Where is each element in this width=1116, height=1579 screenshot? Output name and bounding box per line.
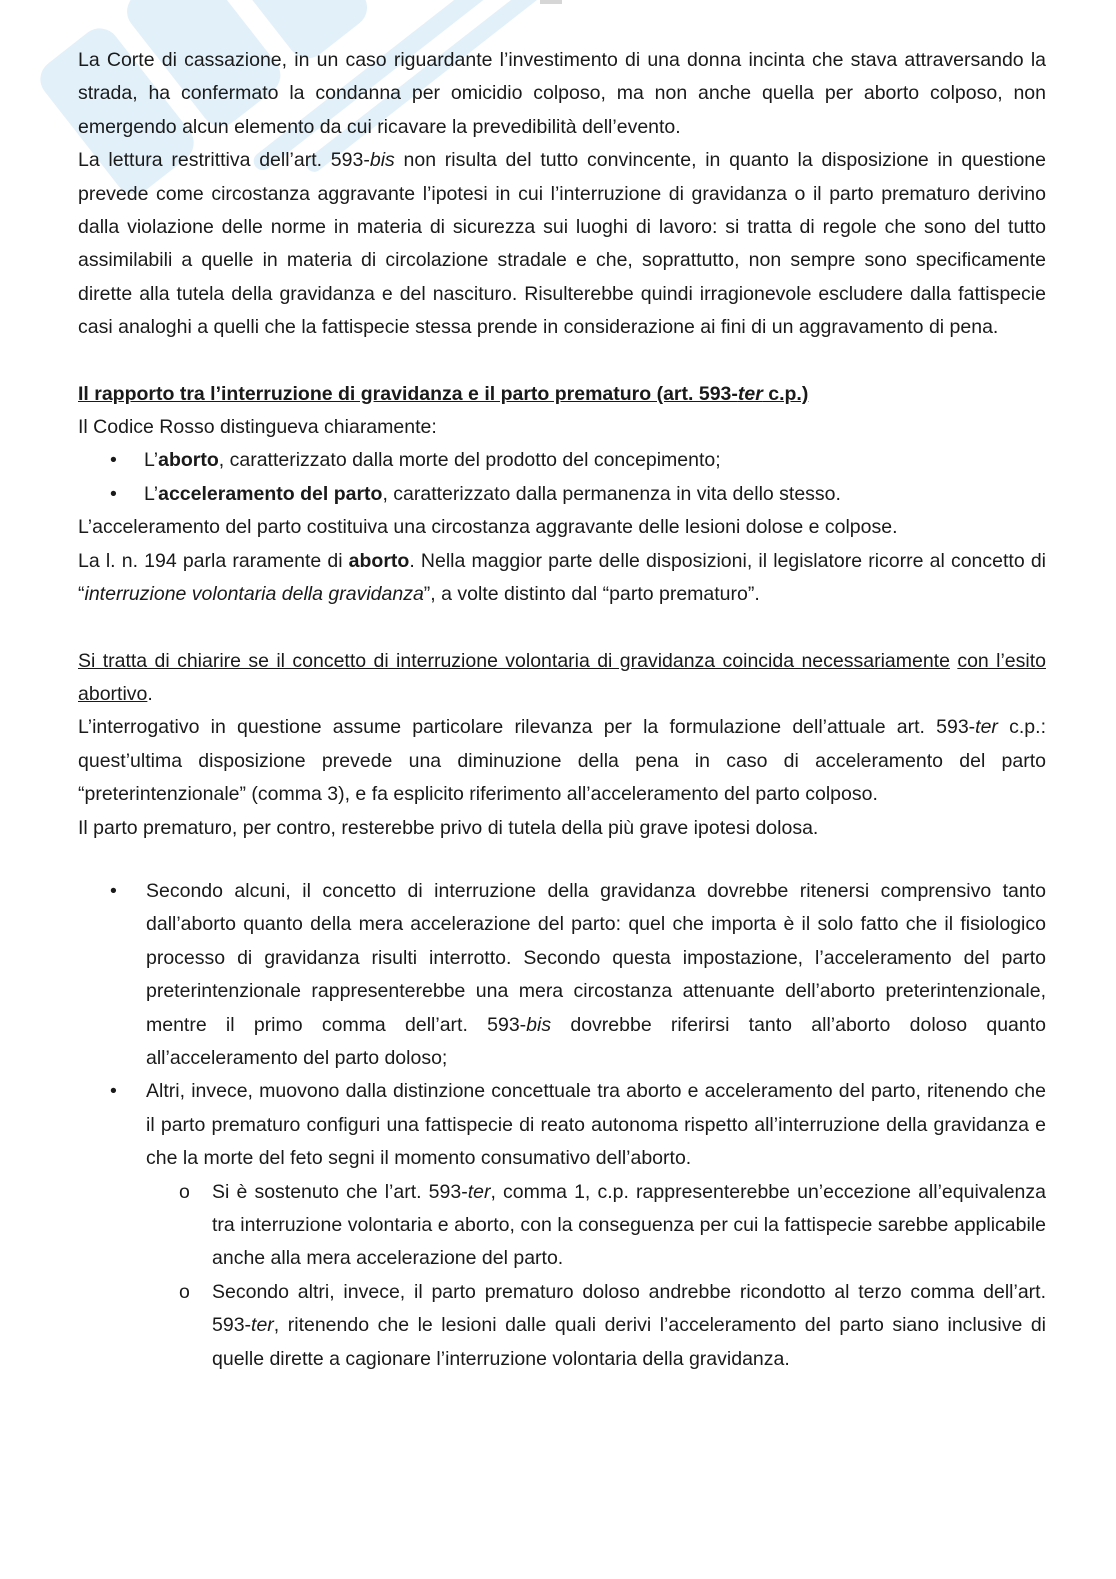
- underlined-run: con l’esito abortivo: [78, 649, 1046, 705]
- bold-term: acceleramento del parto: [158, 482, 383, 505]
- paragraph-interrogativo: [78, 711, 1046, 811]
- spacer: [78, 845, 1046, 875]
- spacer: [78, 612, 1046, 645]
- text-run: L’: [144, 449, 159, 472]
- bold-term: aborto: [348, 549, 410, 572]
- text-run: La l. n. 194 parla raramente di: [78, 549, 349, 572]
- text-run: Secondo alcuni, il concetto di interruzione della gravidanza dovrebbe ritenersi comprensivo tanto dall’aborto quanto della mera accelerazione del parto: quel che importa è il solo fatto che il fisiologico processo di gravidanza risulti interrotto. Secondo questa impostazione, l’acceleramento del parto preterintenzionale rappresenterebbe una mera circostanza attenuante dell’aborto preterintenzionale, mentre il primo comma dell’art. 593-: [146, 879, 1046, 1036]
- text-run: Il parto prematuro, per contro, resterebbe privo di tutela della più grave ipotesi dolosa.: [78, 816, 819, 839]
- bullet-icon: •: [110, 879, 117, 902]
- italic-run: ter: [975, 716, 998, 739]
- paragraph-cassazione: [78, 44, 1046, 144]
- text-run: L’: [144, 482, 159, 505]
- text-run: , ritenendo che le lesioni dalle quali derivi l’acceleramento del parto siano inclusive di quelle dirette a cagionare l’interruzione volontaria della gravidanza.: [212, 1314, 1046, 1370]
- text-run: dovrebbe riferirsi tanto all’aborto doloso quanto all’acceleramento del parto doloso;: [146, 1013, 1046, 1069]
- text-run: , comma 1, c.p. rappresenterebbe un’eccezione all’equivalenza tra interruzione volontaria e aborto, con la conseguenza per cui la fattispecie sarebbe applicabile anche alla mera accelerazione del parto.: [212, 1180, 1047, 1270]
- bullet-icon: •: [110, 482, 117, 505]
- opinion-item-first: [78, 875, 1046, 1075]
- paragraph-parto-prematuro: [78, 812, 1046, 845]
- italic-run: ter: [467, 1180, 491, 1203]
- codice-intro-text: Il Codice Rosso distingueva chiaramente:: [78, 416, 437, 439]
- underlined-run: Si tratta di chiarire se il concetto di interruzione volontaria di gravidanza coincida necessariamente: [78, 649, 950, 672]
- heading-italic: ter: [737, 382, 763, 405]
- bullet-icon: •: [110, 449, 117, 472]
- italic-run: interruzione volontaria della gravidanza: [84, 583, 424, 606]
- spacer: [78, 345, 1046, 378]
- heading-text-end: c.p.): [762, 382, 809, 405]
- text-run: La lettura restrittiva dell’art. 593-: [78, 149, 370, 172]
- list-item-acceleramento: [78, 478, 1046, 511]
- text-run: non risulta del tutto convincente, in quanto la disposizione in questione prevede come circostanza aggravante l’ipotesi in cui l’interruzione di gravidanza o il parto prematuro derivino dalla violazione delle norme in materia di sicurezza sui luoghi di lavoro: si tratta di regole che sono del tutto assimilabili a quelle in materia di circolazione stradale e che, soprattutto, non sempre sono specificamente dirette alla tutela della gravidanza e del nascituro. Risulterebbe quindi irragionevole escludere dalla fattispecie casi analoghi a quelli che la fattispecie stessa prende in considerazione ai fini di un aggravamento di pena.: [78, 149, 1046, 339]
- sub-bullet-icon: o: [179, 1280, 190, 1303]
- bullet-icon: •: [110, 1080, 117, 1103]
- bold-term: aborto: [158, 449, 219, 472]
- text-run: Altri, invece, muovono dalla distinzione concettuale tra aborto e acceleramento del parto, ritenendo che il parto prematuro configuri una fattispecie di reato autonoma rispetto all’interruzione della gravidanza e che la morte del feto segni il momento consumativo dell’aborto.: [146, 1080, 1046, 1170]
- text-run: Si è sostenuto che l’art. 593-: [212, 1180, 468, 1203]
- italic-run: bis: [369, 149, 395, 172]
- italic-run: bis: [526, 1013, 552, 1036]
- list-item-aborto: [78, 444, 1046, 477]
- text-run: , caratterizzato dalla permanenza in vita dello stesso.: [382, 482, 841, 505]
- paragraph-cassazione-text: La Corte di cassazione, in un caso riguardante l’investimento di una donna incinta che stava attraversando la strada, ha confermato la condanna per omicidio colposo, ma non anche quella per aborto colposo, non emergendo alcun elemento da cui ricavare la prevedibilità dell’evento.: [78, 49, 1046, 138]
- codice-rosso-intro: [78, 411, 1046, 444]
- sub-bullet-icon: o: [179, 1180, 190, 1203]
- text-run: , caratterizzato dalla morte del prodotto del concepimento;: [218, 449, 721, 472]
- acceleramento-line: [78, 511, 1046, 544]
- text-run: .: [147, 682, 153, 705]
- text-run: Secondo altri, invece, il parto prematuro doloso andrebbe ricondotto al terzo comma dell’art. 593-: [212, 1280, 1046, 1337]
- text-run: c.p.: quest’ultima disposizione prevede una diminuzione della pena in caso di acceleramento del parto “preterintenzionale” (comma 3), e fa esplicito riferimento all’acceleramento del parto colposo.: [78, 716, 1046, 806]
- text-run: L’interrogativo in questione assume particolare rilevanza per la formulazione dell’attuale art. 593-: [78, 716, 976, 739]
- opinion-item-second: [78, 1075, 1046, 1175]
- paragraph-lettura-restrittiva: [78, 144, 1046, 344]
- document-page: [78, 44, 1046, 1376]
- question-paragraph: [78, 645, 1046, 712]
- text-run: . Nella maggior parte delle disposizioni, il legislatore ricorre al concetto di “: [78, 549, 1046, 606]
- paragraph-legge-194: [78, 545, 1046, 612]
- italic-run: ter: [251, 1314, 274, 1337]
- section-heading: [78, 378, 1046, 411]
- acceleramento-text: L’acceleramento del parto costituiva una circostanza aggravante delle lesioni dolose e colpose.: [78, 516, 898, 539]
- page-top-mark: [540, 0, 562, 4]
- sub-opinion-item-1: [78, 1176, 1046, 1276]
- text-run: ”, a volte distinto dal “parto prematuro”.: [423, 583, 760, 606]
- sub-opinion-item-2: [78, 1276, 1046, 1376]
- heading-text: Il rapporto tra l’interruzione di gravidanza e il parto prematuro (art. 593-: [78, 382, 738, 405]
